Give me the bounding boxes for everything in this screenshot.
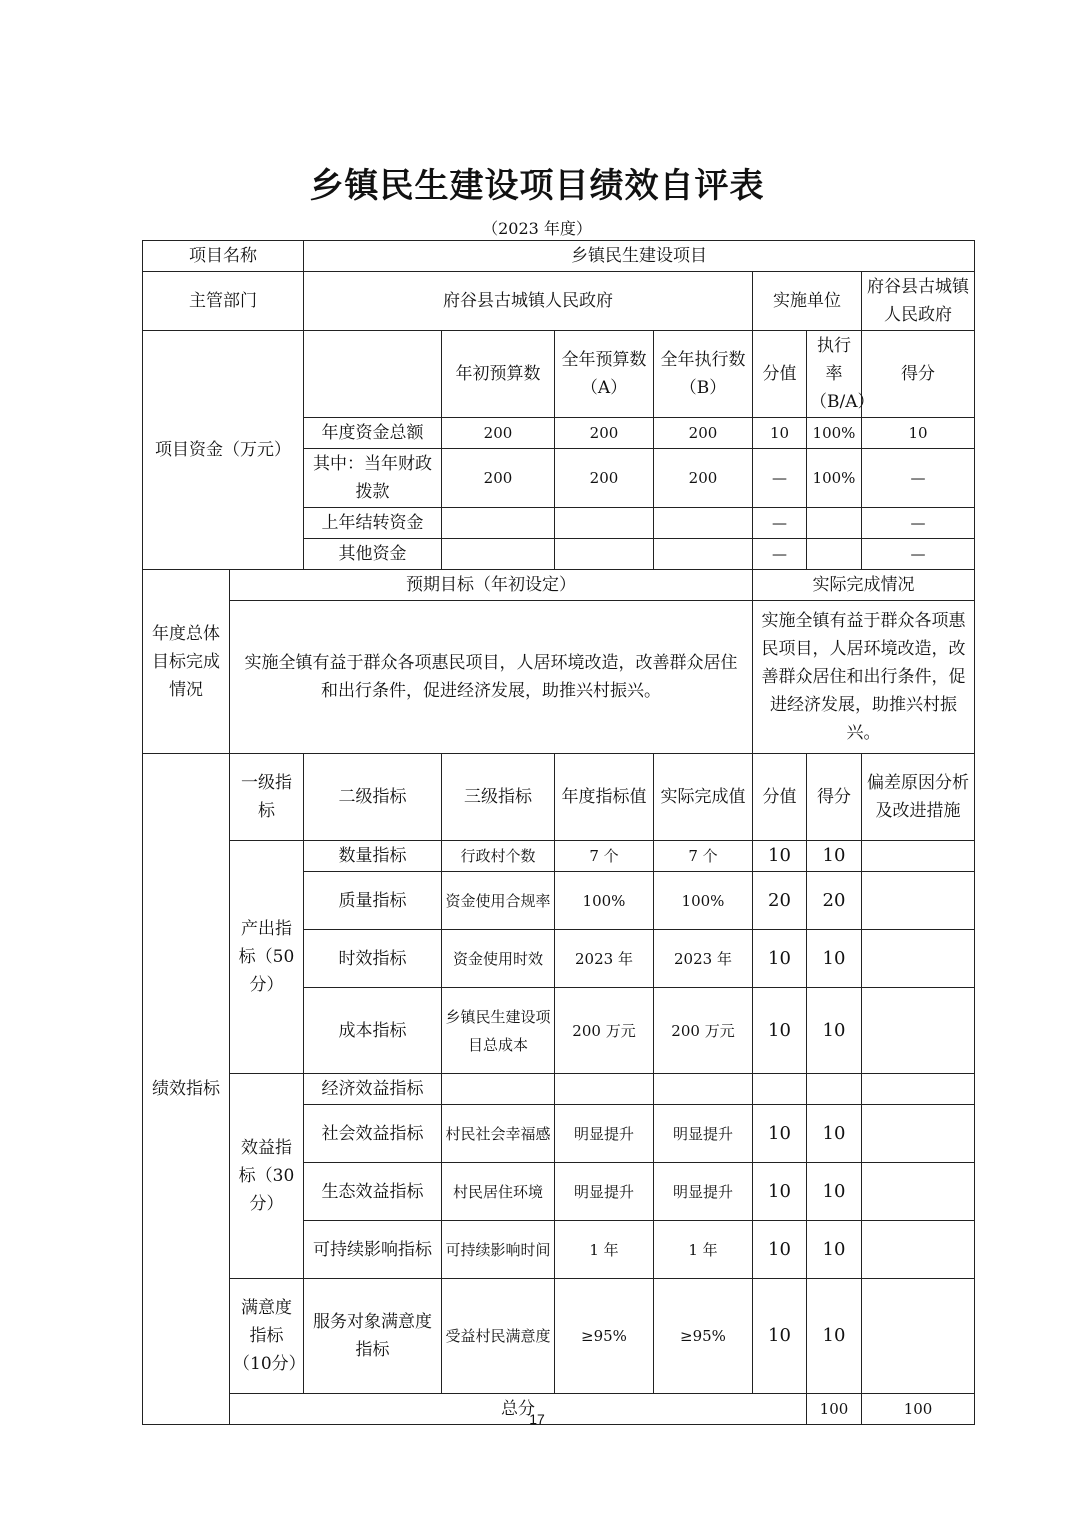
ind-actual: 1 年 [654,1221,753,1279]
funds-row-weight: — [753,539,807,570]
ind-deviation [862,872,975,930]
page-number: 17 [529,1411,545,1427]
ind-level2: 社会效益指标 [304,1105,442,1163]
ind-level3 [442,1074,555,1105]
ind-header-level3: 三级指标 [442,754,555,841]
funds-row-score: — [862,539,975,570]
ind-weight: 10 [753,1105,807,1163]
funds-row-rate [807,539,862,570]
ind-deviation [862,930,975,988]
ind-actual: 2023 年 [654,930,753,988]
ind-header-score: 得分 [807,754,862,841]
ind-level2: 质量指标 [304,872,442,930]
ind-weight: 10 [753,1163,807,1221]
total-label: 总分 [230,1394,807,1425]
document-title: 乡镇民生建设项目绩效自评表 [309,166,765,206]
funds-row-initial [442,508,555,539]
funds-row-rate: 100% [807,449,862,508]
funds-row-executed: 200 [654,449,753,508]
ind-level3: 可持续影响时间 [442,1221,555,1279]
group-satisfaction-label: 满意度指标（10分） [230,1279,304,1394]
ind-actual: 200 万元 [654,988,753,1074]
ind-score: 20 [807,872,862,930]
funds-row-executed [654,539,753,570]
funds-row-score: — [862,449,975,508]
ind-target: 200 万元 [555,988,654,1074]
unit-label: 实施单位 [753,272,862,331]
ind-score: 10 [807,1105,862,1163]
ind-deviation [862,841,975,872]
funds-row-rate [807,508,862,539]
ind-level2: 生态效益指标 [304,1163,442,1221]
ind-actual: 7 个 [654,841,753,872]
ind-weight: 20 [753,872,807,930]
ind-actual [654,1074,753,1105]
ind-actual: ≥95% [654,1279,753,1394]
funds-row-name: 上年结转资金 [304,508,442,539]
ind-weight: 10 [753,841,807,872]
dept-value: 府谷县古城镇人民政府 [304,272,753,331]
ind-target: 2023 年 [555,930,654,988]
ind-level3: 村民社会幸福感 [442,1105,555,1163]
ind-header-level1: 一级指标 [230,754,304,841]
ind-score: 10 [807,930,862,988]
total-score: 100 [862,1394,975,1425]
ind-actual: 明显提升 [654,1105,753,1163]
unit-value: 府谷县古城镇人民政府 [862,272,975,331]
funds-header-rate: 执行率（B/A） [807,331,862,418]
funds-row-weight: — [753,449,807,508]
goals-expected-header: 预期目标（年初设定） [230,570,753,601]
ind-score: 10 [807,988,862,1074]
ind-level3: 行政村个数 [442,841,555,872]
ind-score: 10 [807,841,862,872]
funds-row-annual [555,539,654,570]
funds-row-initial: 200 [442,418,555,449]
ind-level3: 受益村民满意度 [442,1279,555,1394]
ind-target [555,1074,654,1105]
dept-label: 主管部门 [143,272,304,331]
funds-row-weight: 10 [753,418,807,449]
ind-header-deviation: 偏差原因分析及改进措施 [862,754,975,841]
ind-score: 10 [807,1221,862,1279]
funds-row-initial [442,539,555,570]
ind-level2: 经济效益指标 [304,1074,442,1105]
ind-weight: 10 [753,988,807,1074]
ind-level2: 数量指标 [304,841,442,872]
ind-weight [753,1074,807,1105]
ind-target: 7 个 [555,841,654,872]
funds-row-annual: 200 [555,418,654,449]
ind-level2: 时效指标 [304,930,442,988]
goals-actual-header: 实际完成情况 [753,570,975,601]
ind-weight: 10 [753,1221,807,1279]
funds-row-executed [654,508,753,539]
goals-expected-text: 实施全镇有益于群众各项惠民项目，人居环境改造，改善群众居住和出行条件，促进经济发展，助推兴村振兴。 [230,601,753,754]
ind-target: ≥95% [555,1279,654,1394]
ind-target: 明显提升 [555,1163,654,1221]
funds-header-initial: 年初预算数 [442,331,555,418]
project-name-value: 乡镇民生建设项目 [304,241,975,272]
group-output-label: 产出指标（50分） [230,841,304,1074]
funds-header-weight: 分值 [753,331,807,418]
funds-row-annual: 200 [555,449,654,508]
funds-header-annual: 全年预算数（A） [555,331,654,418]
goals-label: 年度总体目标完成情况 [143,570,230,754]
ind-score: 10 [807,1279,862,1394]
ind-level3: 村民居住环境 [442,1163,555,1221]
year-label: （2023 年度） [482,219,592,238]
ind-score [807,1074,862,1105]
funds-row-annual [555,508,654,539]
funds-header-executed: 全年执行数（B） [654,331,753,418]
project-name-label: 项目名称 [143,241,304,272]
funds-row-name: 年度资金总额 [304,418,442,449]
indicators-label: 绩效指标 [143,754,230,1425]
ind-deviation [862,1074,975,1105]
ind-weight: 10 [753,930,807,988]
group-benefit-label: 效益指标（30分） [230,1074,304,1279]
funds-row-rate: 100% [807,418,862,449]
funds-header-blank [304,331,442,418]
ind-deviation [862,1163,975,1221]
funds-row-score: 10 [862,418,975,449]
funds-row-score: — [862,508,975,539]
ind-header-actual: 实际完成值 [654,754,753,841]
ind-score: 10 [807,1163,862,1221]
ind-deviation [862,1105,975,1163]
total-weight: 100 [807,1394,862,1425]
ind-target: 1 年 [555,1221,654,1279]
ind-level3: 乡镇民生建设项目总成本 [442,988,555,1074]
ind-level2: 服务对象满意度指标 [304,1279,442,1394]
funds-row-name: 其他资金 [304,539,442,570]
performance-table [142,240,975,1425]
funds-row-weight: — [753,508,807,539]
funds-header-score: 得分 [862,331,975,418]
ind-deviation [862,1221,975,1279]
ind-level2: 可持续影响指标 [304,1221,442,1279]
ind-actual: 明显提升 [654,1163,753,1221]
funds-row-name: 其中：当年财政拨款 [304,449,442,508]
funds-label: 项目资金（万元） [143,331,304,570]
ind-header-weight: 分值 [753,754,807,841]
ind-weight: 10 [753,1279,807,1394]
funds-row-initial: 200 [442,449,555,508]
ind-level3: 资金使用时效 [442,930,555,988]
ind-target: 明显提升 [555,1105,654,1163]
ind-deviation [862,1279,975,1394]
goals-actual-text: 实施全镇有益于群众各项惠民项目，人居环境改造，改善群众居住和出行条件，促进经济发展，助推兴村振兴。 [753,601,975,754]
ind-actual: 100% [654,872,753,930]
ind-target: 100% [555,872,654,930]
funds-row-executed: 200 [654,418,753,449]
ind-header-target: 年度指标值 [555,754,654,841]
ind-deviation [862,988,975,1074]
ind-level2: 成本指标 [304,988,442,1074]
ind-level3: 资金使用合规率 [442,872,555,930]
ind-header-level2: 二级指标 [304,754,442,841]
